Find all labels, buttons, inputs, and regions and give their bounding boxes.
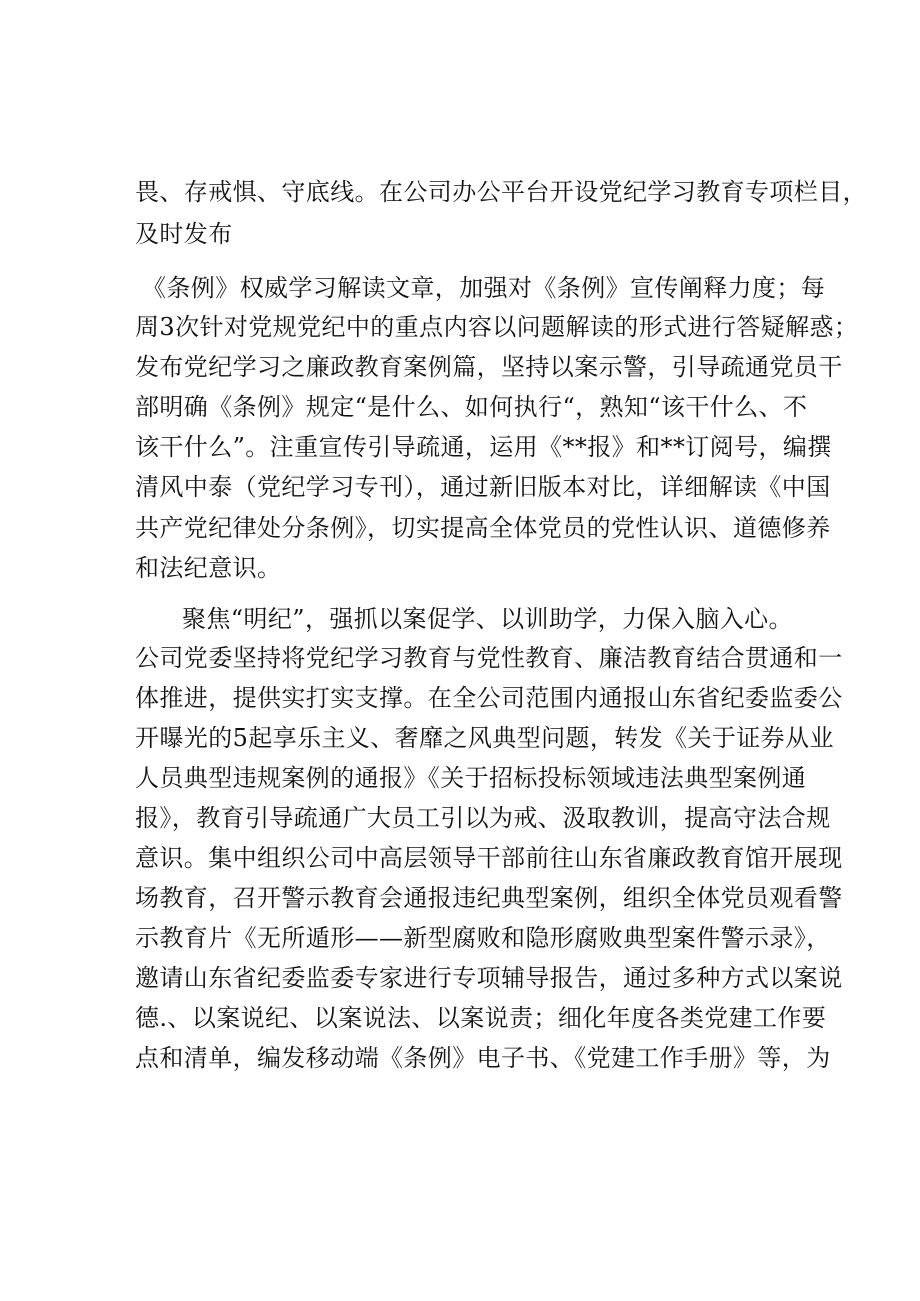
- text-line-15: 人员典型违规案例的通报》《关于招标投标领域违法典型案例通: [135, 764, 807, 792]
- text-line-13: 体推进，提供实打实支撑。在全公司范围内通报山东省纪委监委公: [135, 684, 843, 712]
- text-line-7: 该干什么”。注重宣传引导疏通，运用《**报》和**订阅号，编撰: [135, 433, 832, 461]
- paragraph-heading: 聚焦“明纪”，强抓以案促学、以训助学，力保入脑入心。: [182, 605, 793, 633]
- text-line-2: 及时发布: [135, 220, 233, 248]
- text-line-22: 点和清单，编发移动端《条例》电子书、《党建工作手册》等，为: [135, 1044, 831, 1072]
- text-line-8: 清风中泰（党纪学习专刊），通过新旧版本对比，详细解读《中国: [135, 473, 831, 501]
- text-line-9: 共产党纪律处分条例》，切实提高全体党员的党性认识、道德修养: [135, 514, 831, 542]
- text-line-1: 畏、存戒惧、守底线。在公司办公平台开设党纪学习教育专项栏目，: [135, 178, 867, 206]
- text-line-20: 邀请山东省纪委监委专家进行专项辅导报告，通过多种方式以案说: [135, 964, 843, 992]
- text-line-16: 报》，教育引导疏通广大员工引以为戒、汲取教训，提高守法合规: [135, 804, 831, 832]
- text-line-10: 和法纪意识。: [135, 554, 282, 582]
- text-line-3: 《条例》权威学习解读文章，加强对《条例》宣传阐释力度；每: [142, 274, 826, 302]
- text-line-4: 周3次针对党规党纪中的重点内容以问题解读的形式进行答疑解惑；: [135, 313, 859, 341]
- text-line-12: 公司党委坚持将党纪学习教育与党性教育、廉洁教育结合贯通和一: [135, 644, 843, 672]
- text-line-18: 场教育，召开警示教育会通报违纪典型案例，组织全体党员观看警: [135, 884, 843, 912]
- text-line-17: 意识。集中组织公司中高层领导干部前往山东省廉政教育馆开展现: [135, 844, 843, 872]
- text-line-14: 开曝光的5起享乐主义、奢靡之风典型问题，转发《关于证券从业: [135, 724, 834, 752]
- text-line-21: 德.、以案说纪、以案说法、以案说责；细化年度各类党建工作要: [135, 1004, 827, 1032]
- text-line-19: 示教育片《无所遁形——新型腐败和隐形腐败典型案件警示录》，: [135, 924, 831, 952]
- text-line-6: 部明确《条例》规定“是什么、如何执行“，熟知“该干什么、不: [135, 393, 808, 421]
- text-line-5: 发布党纪学习之廉政教育案例篇，坚持以案示警，引导疏通党员干: [135, 353, 843, 381]
